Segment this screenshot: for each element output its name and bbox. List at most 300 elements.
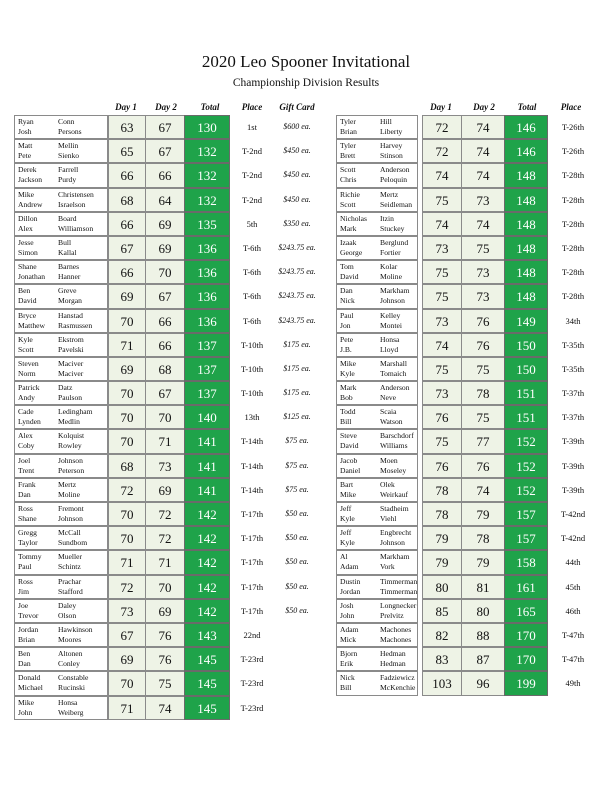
player2-last: Hedman [380, 659, 406, 669]
team-names [336, 429, 418, 453]
day1-score: 75 [422, 284, 462, 308]
player1-last: Berglund [380, 237, 409, 247]
place: T-35th [561, 339, 585, 350]
day1-score: 71 [108, 550, 146, 574]
player2-first: J.B. [340, 344, 352, 354]
total-score: 146 [504, 115, 548, 139]
day1-score: 70 [108, 502, 146, 526]
gift-card: $75 ea. [285, 460, 309, 470]
player2-first: Jim [18, 586, 29, 596]
place: T-17th [240, 509, 264, 519]
day1-score: 69 [108, 284, 146, 308]
total-score: 152 [504, 454, 548, 478]
day1-score: 67 [108, 623, 146, 647]
day1-score: 79 [422, 550, 462, 574]
player2-first: Kyle [340, 538, 355, 548]
day2-score: 74 [461, 115, 505, 139]
place: 13th [244, 412, 260, 423]
team-names [14, 550, 108, 574]
player2-first: Daniel [340, 465, 361, 475]
place: T-28th [561, 291, 585, 302]
player2-last: Machones [380, 634, 412, 644]
player1-last: Kolquist [58, 431, 85, 441]
day1-score: 67 [108, 236, 146, 260]
header-day2-left: Day 2 [155, 102, 177, 112]
day1-score: 74 [422, 212, 462, 236]
day2-score: 79 [461, 502, 505, 526]
player1-last: Honsa [58, 697, 78, 707]
place: T-39th [561, 460, 585, 471]
header-place-right: Place [560, 102, 582, 112]
total-score: 142 [184, 502, 230, 526]
day2-score: 70 [145, 405, 185, 429]
player1-first: Al [340, 552, 348, 562]
gift-card: $243.75 ea. [278, 315, 316, 325]
player2-first: Bill [340, 683, 352, 693]
team-names [14, 163, 108, 187]
day1-score: 66 [108, 212, 146, 236]
player2-first: Paul [18, 562, 32, 572]
gift-card [272, 671, 322, 695]
day2-score: 78 [461, 526, 505, 550]
player1-first: Cade [18, 407, 34, 417]
player1-first: Richie [340, 189, 360, 199]
player2-last: Rowley [58, 441, 82, 451]
gift-card: $450 ea. [283, 170, 311, 180]
place: T-23rd [240, 702, 264, 713]
day1-score: 85 [422, 599, 462, 623]
day2-score: 69 [145, 478, 185, 502]
player1-first: Derek [18, 165, 37, 175]
player2-first: Josh [18, 127, 32, 136]
gift-card [272, 696, 322, 720]
day1-score: 79 [422, 526, 462, 550]
team-names [336, 139, 418, 163]
player1-first: Frank [18, 479, 36, 489]
player1-last: Farrell [58, 165, 79, 175]
day2-score: 67 [145, 381, 185, 405]
day2-score: 71 [145, 550, 185, 574]
total-score: 158 [504, 550, 548, 574]
day1-score: 103 [422, 671, 462, 695]
gift-card: $50 ea. [285, 509, 309, 518]
day2-score: 73 [145, 454, 185, 478]
place: T-28th [561, 267, 585, 278]
player2-last: Fortier [380, 247, 401, 257]
player1-first: Steve [340, 431, 357, 441]
total-score: 148 [504, 260, 548, 284]
page-title: 2020 Leo Spooner Invitational [201, 52, 411, 71]
place: T-23rd [240, 678, 264, 689]
header-day1-left: Day 1 [115, 102, 137, 112]
player2-last: Sienko [58, 151, 80, 161]
player2-last: Sundbom [58, 538, 88, 548]
player2-last: Moline [58, 489, 80, 499]
player2-last: Stinson [380, 151, 403, 161]
player2-last: Maciver [58, 368, 84, 378]
player1-last: Mellin [58, 141, 79, 151]
team-names [336, 163, 418, 187]
player1-last: Ekstrom [58, 334, 84, 344]
player2-last: Prelvitz [380, 610, 404, 620]
place: 22nd [243, 629, 261, 640]
day1-score: 66 [108, 163, 146, 187]
player2-first: Dan [18, 489, 31, 499]
day2-score: 67 [145, 115, 185, 139]
player2-first: David [340, 272, 359, 282]
player2-first: Scott [340, 199, 356, 209]
place: T-28th [561, 194, 585, 205]
player1-first: Patrick [18, 383, 40, 393]
day1-score: 72 [422, 115, 462, 139]
player2-last: Persons [58, 127, 82, 136]
player1-last: Altonen [58, 649, 83, 659]
total-score: 161 [504, 575, 548, 599]
day2-score: 88 [461, 623, 505, 647]
day2-score: 74 [461, 163, 505, 187]
player1-first: Steven [18, 358, 39, 368]
day1-score: 69 [108, 647, 146, 671]
place: T-28th [561, 218, 585, 229]
team-names [336, 623, 418, 647]
player1-last: Fremont [58, 504, 84, 513]
day2-score: 74 [145, 696, 185, 720]
place: 1st [247, 122, 257, 132]
day1-score: 72 [422, 139, 462, 163]
day2-score: 67 [145, 139, 185, 163]
day1-score: 72 [108, 478, 146, 502]
day1-score: 72 [108, 575, 146, 599]
place: T-39th [561, 436, 585, 447]
player1-last: Hedman [380, 649, 406, 659]
place: T-17th [240, 533, 264, 544]
player2-first: Coby [18, 441, 35, 451]
player1-first: Mike [340, 358, 357, 368]
player1-first: Ross [18, 576, 33, 586]
player1-last: Fadziewicz [380, 673, 415, 683]
place: T-2nd [242, 170, 262, 181]
day2-score: 66 [145, 333, 185, 357]
day2-score: 67 [145, 284, 185, 308]
player2-last: Williamson [58, 223, 94, 233]
player1-last: Greve [58, 286, 77, 296]
day2-score: 75 [145, 671, 185, 695]
total-score: 136 [184, 309, 230, 333]
total-score: 136 [184, 260, 230, 284]
player1-last: Christensen [58, 189, 94, 199]
player1-first: Dillon [18, 213, 38, 223]
player2-first: Andy [18, 393, 35, 403]
total-score: 148 [504, 212, 548, 236]
header-place-left: Place [241, 102, 263, 112]
team-names [14, 623, 108, 647]
team-names [336, 284, 418, 308]
player1-last: Barnes [58, 262, 80, 272]
total-score: 132 [184, 139, 230, 163]
total-score: 142 [184, 599, 230, 623]
total-score: 136 [184, 236, 230, 260]
player2-last: Moseley [380, 465, 407, 475]
gift-card: $243.75 ea. [278, 267, 316, 277]
day2-score: 76 [461, 333, 505, 357]
team-names [14, 454, 108, 478]
player1-last: Hill [380, 117, 392, 126]
place: T-10th [240, 363, 264, 374]
day1-score: 74 [422, 163, 462, 187]
team-names [336, 671, 418, 695]
player1-last: Markham [380, 286, 410, 296]
place: T-47th [561, 629, 585, 640]
player1-last: Timmerman [380, 576, 418, 586]
player2-last: Moores [58, 634, 82, 644]
day2-score: 72 [145, 502, 185, 526]
total-score: 170 [504, 623, 548, 647]
day1-score: 66 [108, 260, 146, 284]
team-names [14, 405, 108, 429]
player1-last: Maciver [58, 358, 84, 368]
day2-score: 73 [461, 188, 505, 212]
player2-first: Michael [18, 683, 43, 693]
day1-score: 70 [108, 381, 146, 405]
player2-first: Adam [340, 562, 359, 572]
player2-last: Moline [380, 272, 402, 282]
player1-first: Ross [18, 504, 33, 513]
place: 46th [565, 605, 581, 616]
player1-last: Kolar [380, 262, 398, 272]
place: T-37th [561, 412, 585, 423]
total-score: 145 [184, 647, 230, 671]
day1-score: 76 [422, 405, 462, 429]
day1-score: 63 [108, 115, 146, 139]
total-score: 165 [504, 599, 548, 623]
player1-last: Johnson [58, 455, 83, 465]
place: T-26th [561, 146, 585, 157]
gift-card [272, 647, 322, 671]
player2-first: Chris [340, 175, 357, 185]
gift-card: $175 ea. [283, 388, 311, 398]
player1-first: Mark [340, 383, 357, 393]
player2-last: Pavelski [58, 344, 84, 354]
day1-score: 73 [422, 309, 462, 333]
gift-card: $175 ea. [283, 363, 311, 373]
player1-first: Ryan [18, 117, 34, 126]
total-score: 132 [184, 163, 230, 187]
player2-last: Olson [58, 610, 77, 620]
player1-first: Izaak [340, 237, 357, 247]
player1-last: Harvey [380, 141, 403, 151]
place: 49th [565, 678, 581, 689]
player1-first: Jordan [18, 624, 39, 634]
day1-score: 70 [108, 309, 146, 333]
day1-score: 73 [108, 599, 146, 623]
total-score: 148 [504, 163, 548, 187]
player1-first: Ben [18, 286, 31, 296]
player2-first: Alex [18, 223, 33, 233]
header-total-right: Total [517, 102, 537, 112]
team-names [336, 502, 418, 526]
player2-last: Stuckey [380, 223, 405, 233]
player2-first: Lynden [18, 417, 41, 427]
player1-last: Mueller [58, 552, 83, 562]
player2-last: Tomaich [380, 368, 407, 378]
player1-first: Mike [18, 697, 35, 707]
place: T-6th [242, 291, 262, 302]
team-names [336, 381, 418, 405]
player2-last: Rasmussen [58, 320, 93, 330]
team-names [336, 405, 418, 429]
player2-last: Liberty [380, 127, 403, 136]
place: T-6th [242, 315, 262, 326]
player1-first: Tyler [340, 141, 356, 151]
day2-score: 66 [145, 309, 185, 333]
player2-last: Peterson [58, 465, 85, 475]
total-score: 152 [504, 478, 548, 502]
player1-first: Pete [340, 334, 354, 344]
player1-last: Datz [58, 383, 73, 393]
day2-score: 73 [461, 260, 505, 284]
day1-score: 73 [422, 236, 462, 260]
place: T-14th [240, 484, 264, 495]
player2-first: Matthew [18, 320, 45, 330]
team-names [336, 333, 418, 357]
player2-last: Neve [380, 393, 397, 403]
total-score: 148 [504, 284, 548, 308]
team-names [14, 575, 108, 599]
player1-last: Longnecker [380, 600, 417, 610]
player2-first: Kyle [340, 514, 355, 523]
player1-last: Markham [380, 552, 410, 562]
player1-first: Paul [340, 310, 354, 320]
player1-last: Prachar [58, 576, 82, 586]
total-score: 148 [504, 188, 548, 212]
header-day2-right: Day 2 [473, 102, 495, 112]
place: T-26th [561, 122, 585, 132]
gift-card: $243.75 ea. [278, 291, 316, 301]
player1-first: Dustin [340, 576, 361, 586]
player1-first: Tyler [340, 117, 356, 126]
player2-first: Brian [340, 127, 357, 136]
total-score: 137 [184, 333, 230, 357]
player1-last: Ledingham [58, 407, 93, 417]
total-score: 136 [184, 284, 230, 308]
player2-last: Medlin [58, 417, 80, 427]
player1-first: Joel [18, 455, 31, 465]
team-names [336, 478, 418, 502]
team-names [336, 575, 418, 599]
player2-last: Viehl [380, 514, 397, 523]
player1-last: Anderson [380, 383, 410, 393]
player1-last: Itzin [380, 213, 394, 223]
player2-first: Pete [18, 151, 32, 161]
gift-card: $175 ea. [283, 339, 311, 349]
team-names [336, 115, 418, 139]
player1-first: Adam [340, 624, 359, 634]
day2-score: 77 [461, 429, 505, 453]
day2-score: 80 [461, 599, 505, 623]
team-names [336, 599, 418, 623]
team-names [14, 429, 108, 453]
place: T-10th [240, 339, 264, 350]
total-score: 151 [504, 381, 548, 405]
team-names [336, 236, 418, 260]
player2-first: David [340, 441, 359, 451]
total-score: 157 [504, 526, 548, 550]
player1-first: Bart [340, 479, 354, 489]
day2-score: 79 [461, 550, 505, 574]
team-names [14, 696, 108, 720]
player2-last: Johnson [380, 296, 405, 306]
day1-score: 75 [422, 260, 462, 284]
place: T-2nd [242, 146, 262, 157]
player1-last: Machones [380, 624, 412, 634]
gift-card: $450 ea. [283, 194, 311, 204]
total-score: 149 [504, 309, 548, 333]
day2-score: 70 [145, 575, 185, 599]
player1-first: Matt [18, 141, 33, 151]
day2-score: 73 [461, 284, 505, 308]
player2-first: Erik [340, 659, 354, 669]
header-gift-left: Gift Card [279, 102, 315, 112]
total-score: 199 [504, 671, 548, 695]
player2-first: Brett [340, 151, 356, 161]
player2-last: Johnson [380, 538, 405, 548]
total-score: 143 [184, 623, 230, 647]
day2-score: 76 [461, 309, 505, 333]
player1-first: Kyle [18, 334, 33, 344]
day1-score: 76 [422, 454, 462, 478]
player2-first: Scott [18, 344, 34, 354]
place: T-2nd [242, 194, 262, 205]
player1-first: Jeff [340, 504, 352, 513]
player2-first: Jonathan [18, 272, 45, 282]
day2-score: 75 [461, 405, 505, 429]
player1-last: Mertz [58, 479, 77, 489]
player1-first: Jacob [340, 455, 358, 465]
total-score: 148 [504, 236, 548, 260]
day2-score: 87 [461, 647, 505, 671]
player1-first: Todd [340, 407, 356, 417]
player2-first: Trevor [18, 610, 39, 620]
header-total-left: Total [200, 102, 220, 112]
player2-first: John [18, 707, 33, 717]
total-score: 150 [504, 333, 548, 357]
player1-first: Bryce [18, 310, 37, 320]
gift-card: $450 ea. [283, 146, 311, 156]
gift-card: $350 ea. [283, 218, 311, 228]
place: T-42nd [560, 509, 586, 519]
player1-last: Hanstad [58, 310, 83, 320]
player1-last: Scaia [380, 407, 397, 417]
player2-first: Taylor [18, 538, 38, 548]
place: T-17th [240, 581, 264, 592]
day2-score: 64 [145, 188, 185, 212]
player2-last: Schintz [58, 562, 81, 572]
gift-card: $75 ea. [285, 484, 309, 494]
player2-first: Simon [18, 247, 38, 257]
player1-last: Anderson [380, 165, 410, 175]
player2-last: Lloyd [380, 344, 399, 354]
player1-first: Shane [18, 262, 37, 272]
player1-first: Jeff [340, 528, 352, 538]
total-score: 142 [184, 526, 230, 550]
day1-score: 71 [108, 333, 146, 357]
day1-score: 70 [108, 671, 146, 695]
place: T-17th [240, 557, 264, 568]
player1-first: Gregg [18, 528, 37, 538]
page-subtitle: Championship Division Results [232, 77, 380, 89]
gift-card: $75 ea. [285, 436, 309, 446]
player1-last: Engbrecht [380, 528, 412, 538]
